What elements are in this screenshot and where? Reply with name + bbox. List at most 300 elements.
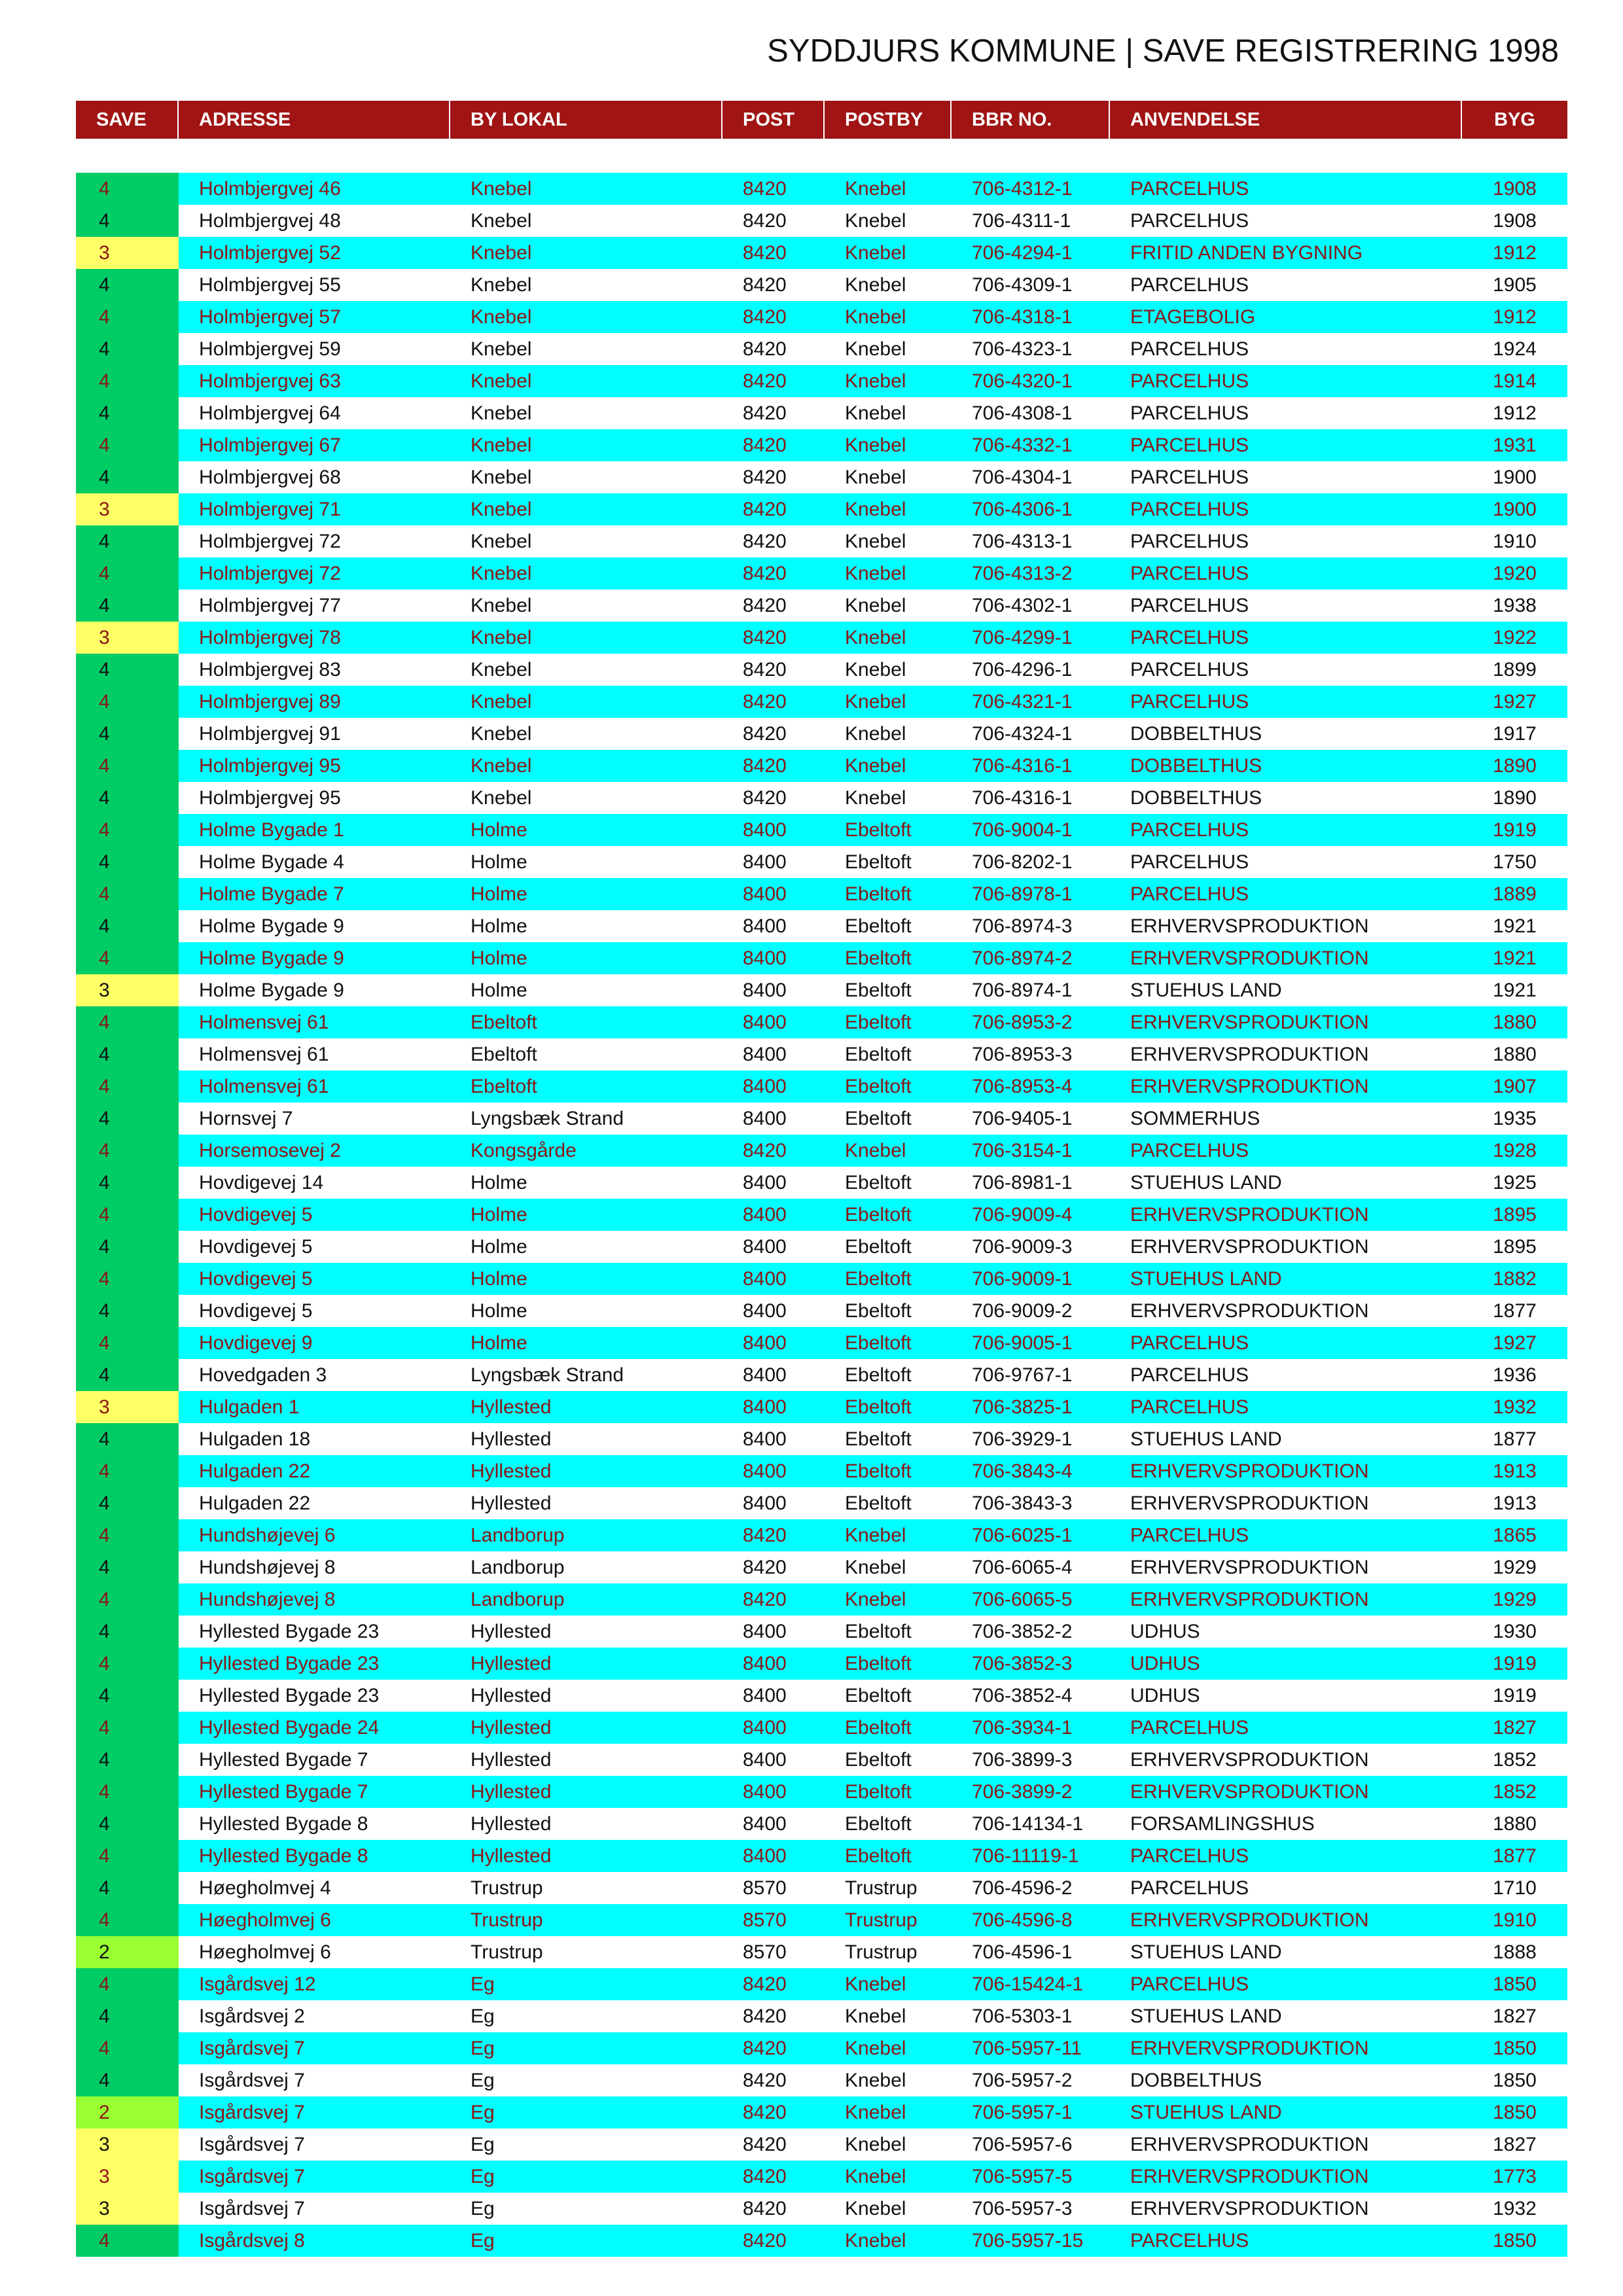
postal-town-cell: Ebeltoft — [845, 1717, 912, 1739]
postal-town-cell: Knebel — [845, 531, 906, 552]
save-cell: 3 — [76, 237, 179, 269]
postal-town-cell: Trustrup — [845, 1909, 918, 1931]
usage-cell: FRITID ANDEN BYGNING — [1130, 242, 1363, 264]
table-row — [76, 1551, 1567, 1583]
year-built-cell: 1919 — [1493, 1685, 1537, 1706]
address-cell: Holmbjergvej 91 — [199, 723, 341, 745]
local-town-cell: Holme — [471, 1332, 527, 1354]
year-built-cell: 1850 — [1493, 2038, 1537, 2059]
usage-cell: STUEHUS LAND — [1130, 1428, 1282, 1450]
local-town-cell: Holme — [471, 947, 527, 969]
address-cell: Hulgaden 22 — [199, 1460, 311, 1482]
address-cell: Holmbjergvej 72 — [199, 531, 341, 552]
postal-town-cell: Knebel — [845, 659, 906, 680]
usage-cell: DOBBELTHUS — [1130, 787, 1262, 809]
save-cell: 4 — [76, 686, 179, 718]
local-town-cell: Ebeltoft — [471, 1076, 537, 1097]
year-built-cell: 1882 — [1493, 1268, 1537, 1290]
bbr-number-cell: 706-6025-1 — [972, 1525, 1073, 1546]
save-cell: 4 — [76, 1167, 179, 1199]
bbr-number-cell: 706-4324-1 — [972, 723, 1073, 745]
address-cell: Holmbjergvej 64 — [199, 402, 341, 424]
postcode-cell: 8400 — [743, 1781, 787, 1803]
save-cell: 4 — [76, 397, 179, 429]
bbr-number-cell: 706-5957-2 — [972, 2070, 1073, 2091]
address-cell: Holmbjergvej 48 — [199, 210, 341, 232]
year-built-cell: 1877 — [1493, 1845, 1537, 1867]
bbr-number-cell: 706-4309-1 — [972, 274, 1073, 296]
address-cell: Isgårdsvej 7 — [199, 2198, 305, 2219]
local-town-cell: Holme — [471, 980, 527, 1001]
bbr-number-cell: 706-4304-1 — [972, 467, 1073, 488]
postal-town-cell: Knebel — [845, 178, 906, 200]
table-row — [76, 1423, 1567, 1455]
save-cell: 4 — [76, 2000, 179, 2032]
bbr-number-cell: 706-5303-1 — [972, 2005, 1073, 2027]
save-cell: 4 — [76, 1038, 179, 1070]
bbr-number-cell: 706-11119-1 — [972, 1845, 1079, 1867]
usage-cell: PARCELHUS — [1130, 1973, 1249, 1995]
address-cell: Holmensvej 61 — [199, 1012, 329, 1033]
local-town-cell: Lyngsbæk Strand — [471, 1364, 624, 1386]
table-row — [76, 2225, 1567, 2257]
save-cell: 4 — [76, 718, 179, 750]
column-header-address: ADRESSE — [179, 101, 450, 139]
postal-town-cell: Knebel — [845, 338, 906, 360]
local-town-cell: Knebel — [471, 723, 532, 745]
postcode-cell: 8400 — [743, 1044, 787, 1065]
postcode-cell: 8420 — [743, 2102, 787, 2123]
local-town-cell: Holme — [471, 883, 527, 905]
postal-town-cell: Knebel — [845, 755, 906, 777]
local-town-cell: Knebel — [471, 274, 532, 296]
table-row — [76, 1616, 1567, 1648]
table-row — [76, 2128, 1567, 2161]
address-cell: Hyllested Bygade 8 — [199, 1845, 368, 1867]
local-town-cell: Holme — [471, 1236, 527, 1258]
usage-cell: ERHVERVSPRODUKTION — [1130, 1781, 1369, 1803]
usage-cell: PARCELHUS — [1130, 659, 1249, 680]
bbr-number-cell: 706-8974-2 — [972, 947, 1073, 969]
year-built-cell: 1912 — [1493, 242, 1537, 264]
postal-town-cell: Ebeltoft — [845, 1653, 912, 1674]
save-cell: 3 — [76, 2161, 179, 2193]
postal-town-cell: Ebeltoft — [845, 915, 912, 937]
usage-cell: PARCELHUS — [1130, 819, 1249, 841]
postcode-cell: 8420 — [743, 659, 787, 680]
usage-cell: DOBBELTHUS — [1130, 2070, 1262, 2091]
bbr-number-cell: 706-4313-1 — [972, 531, 1073, 552]
usage-cell: ERHVERVSPRODUKTION — [1130, 1204, 1369, 1226]
local-town-cell: Eg — [471, 2198, 495, 2219]
local-town-cell: Trustrup — [471, 1941, 543, 1963]
year-built-cell: 1929 — [1493, 1557, 1537, 1578]
bbr-number-cell: 706-3899-2 — [972, 1781, 1073, 1803]
postal-town-cell: Knebel — [845, 1525, 906, 1546]
save-cell: 4 — [76, 1455, 179, 1487]
postcode-cell: 8420 — [743, 2166, 787, 2187]
year-built-cell: 1865 — [1493, 1525, 1537, 1546]
usage-cell: ERHVERVSPRODUKTION — [1130, 1236, 1369, 1258]
postcode-cell: 8400 — [743, 1621, 787, 1642]
postal-town-cell: Knebel — [845, 723, 906, 745]
usage-cell: PARCELHUS — [1130, 338, 1249, 360]
postal-town-cell: Ebeltoft — [845, 819, 912, 841]
address-cell: Isgårdsvej 12 — [199, 1973, 316, 1995]
save-cell: 4 — [76, 1359, 179, 1391]
postcode-cell: 8420 — [743, 1589, 787, 1610]
year-built-cell: 1907 — [1493, 1076, 1537, 1097]
year-built-cell: 1913 — [1493, 1492, 1537, 1514]
postal-town-cell: Knebel — [845, 2166, 906, 2187]
address-cell: Holmbjergvej 68 — [199, 467, 341, 488]
address-cell: Holme Bygade 7 — [199, 883, 344, 905]
year-built-cell: 1919 — [1493, 819, 1537, 841]
table-row — [76, 1583, 1567, 1616]
address-cell: Høegholmvej 6 — [199, 1909, 331, 1931]
table-row — [76, 2193, 1567, 2225]
save-cell: 4 — [76, 590, 179, 622]
year-built-cell: 1850 — [1493, 2070, 1537, 2091]
column-header-save: SAVE — [76, 101, 179, 139]
postal-town-cell: Ebeltoft — [845, 1428, 912, 1450]
table-row — [76, 1231, 1567, 1263]
address-cell: Hyllested Bygade 23 — [199, 1653, 380, 1674]
usage-cell: PARCELHUS — [1130, 531, 1249, 552]
postal-town-cell: Ebeltoft — [845, 1044, 912, 1065]
save-cell: 4 — [76, 1808, 179, 1840]
postal-town-cell: Knebel — [845, 274, 906, 296]
table-row — [76, 493, 1567, 525]
local-town-cell: Knebel — [471, 691, 532, 713]
save-cell: 4 — [76, 2225, 179, 2257]
postal-town-cell: Ebeltoft — [845, 851, 912, 873]
save-cell: 4 — [76, 1840, 179, 1872]
postal-town-cell: Knebel — [845, 499, 906, 520]
address-cell: Hyllested Bygade 24 — [199, 1717, 380, 1739]
bbr-number-cell: 706-4596-2 — [972, 1877, 1073, 1899]
local-town-cell: Knebel — [471, 306, 532, 328]
postal-town-cell: Trustrup — [845, 1941, 918, 1963]
save-cell: 4 — [76, 1327, 179, 1359]
address-cell: Holme Bygade 4 — [199, 851, 344, 873]
postcode-cell: 8420 — [743, 434, 787, 456]
address-cell: Hyllested Bygade 8 — [199, 1813, 368, 1835]
table-row — [76, 1487, 1567, 1519]
year-built-cell: 1895 — [1493, 1204, 1537, 1226]
postcode-cell: 8420 — [743, 467, 787, 488]
postal-town-cell: Knebel — [845, 595, 906, 616]
year-built-cell: 1710 — [1493, 1877, 1537, 1899]
postcode-cell: 8570 — [743, 1941, 787, 1963]
table-row — [76, 846, 1567, 878]
year-built-cell: 1852 — [1493, 1749, 1537, 1771]
bbr-number-cell: 706-4306-1 — [972, 499, 1073, 520]
table-row — [76, 2096, 1567, 2128]
table-row — [76, 622, 1567, 654]
table-row — [76, 173, 1567, 205]
address-cell: Hulgaden 22 — [199, 1492, 311, 1514]
address-cell: Holmbjergvej 71 — [199, 499, 341, 520]
table-row — [76, 1936, 1567, 1968]
bbr-number-cell: 706-4321-1 — [972, 691, 1073, 713]
save-cell: 4 — [76, 1487, 179, 1519]
usage-cell: STUEHUS LAND — [1130, 2005, 1282, 2027]
local-town-cell: Knebel — [471, 659, 532, 680]
postcode-cell: 8400 — [743, 1012, 787, 1033]
address-cell: Hulgaden 1 — [199, 1396, 300, 1418]
postal-town-cell: Knebel — [845, 2038, 906, 2059]
postal-town-cell: Ebeltoft — [845, 1781, 912, 1803]
year-built-cell: 1890 — [1493, 755, 1537, 777]
address-cell: Høegholmvej 6 — [199, 1941, 331, 1963]
save-cell: 4 — [76, 1135, 179, 1167]
table-row — [76, 2000, 1567, 2032]
local-town-cell: Knebel — [471, 531, 532, 552]
postcode-cell: 8420 — [743, 2230, 787, 2252]
save-cell: 4 — [76, 525, 179, 557]
postcode-cell: 8420 — [743, 1557, 787, 1578]
year-built-cell: 1922 — [1493, 627, 1537, 648]
address-cell: Holme Bygade 9 — [199, 947, 344, 969]
address-cell: Hovdigevej 5 — [199, 1268, 313, 1290]
postcode-cell: 8420 — [743, 178, 787, 200]
year-built-cell: 1921 — [1493, 980, 1537, 1001]
usage-cell: ERHVERVSPRODUKTION — [1130, 1909, 1369, 1931]
address-cell: Holmbjergvej 89 — [199, 691, 341, 713]
local-town-cell: Landborup — [471, 1557, 565, 1578]
address-cell: Holmbjergvej 95 — [199, 787, 341, 809]
postal-town-cell: Ebeltoft — [845, 980, 912, 1001]
postcode-cell: 8420 — [743, 787, 787, 809]
save-cell: 4 — [76, 173, 179, 205]
save-cell: 4 — [76, 2064, 179, 2096]
address-cell: Holmbjergvej 63 — [199, 370, 341, 392]
table-header — [76, 101, 1567, 139]
usage-cell: UDHUS — [1130, 1621, 1200, 1642]
usage-cell: PARCELHUS — [1130, 210, 1249, 232]
usage-cell: ERHVERVSPRODUKTION — [1130, 2166, 1369, 2187]
address-cell: Hundshøjevej 6 — [199, 1525, 336, 1546]
postcode-cell: 8420 — [743, 2038, 787, 2059]
usage-cell: SOMMERHUS — [1130, 1108, 1260, 1129]
bbr-number-cell: 706-4316-1 — [972, 787, 1073, 809]
address-cell: Isgårdsvej 7 — [199, 2070, 305, 2091]
postal-town-cell: Ebeltoft — [845, 1172, 912, 1193]
usage-cell: PARCELHUS — [1130, 1332, 1249, 1354]
postcode-cell: 8400 — [743, 1396, 787, 1418]
table-row — [76, 1712, 1567, 1744]
address-cell: Hornsvej 7 — [199, 1108, 293, 1129]
address-cell: Isgårdsvej 7 — [199, 2038, 305, 2059]
column-header-usage: ANVENDELSE — [1110, 101, 1462, 139]
year-built-cell: 1877 — [1493, 1428, 1537, 1450]
usage-cell: ERHVERVSPRODUKTION — [1130, 1012, 1369, 1033]
address-cell: Hyllested Bygade 7 — [199, 1749, 368, 1771]
bbr-number-cell: 706-4294-1 — [972, 242, 1073, 264]
postcode-cell: 8420 — [743, 499, 787, 520]
usage-cell: ERHVERVSPRODUKTION — [1130, 1749, 1369, 1771]
table-row — [76, 1199, 1567, 1231]
year-built-cell: 1880 — [1493, 1012, 1537, 1033]
bbr-number-cell: 706-9009-2 — [972, 1300, 1073, 1322]
table-row — [76, 1167, 1567, 1199]
table-row — [76, 1776, 1567, 1808]
year-built-cell: 1889 — [1493, 883, 1537, 905]
usage-cell: PARCELHUS — [1130, 178, 1249, 200]
postcode-cell: 8420 — [743, 1140, 787, 1161]
local-town-cell: Knebel — [471, 787, 532, 809]
postcode-cell: 8420 — [743, 723, 787, 745]
usage-cell: PARCELHUS — [1130, 274, 1249, 296]
save-cell: 4 — [76, 878, 179, 910]
postal-town-cell: Knebel — [845, 370, 906, 392]
local-town-cell: Eg — [471, 2166, 495, 2187]
usage-cell: PARCELHUS — [1130, 370, 1249, 392]
year-built-cell: 1900 — [1493, 467, 1537, 488]
usage-cell: DOBBELTHUS — [1130, 723, 1262, 745]
usage-cell: ERHVERVSPRODUKTION — [1130, 1557, 1369, 1578]
address-cell: Holmbjergvej 77 — [199, 595, 341, 616]
address-cell: Holmbjergvej 52 — [199, 242, 341, 264]
save-cell: 4 — [76, 1712, 179, 1744]
bbr-number-cell: 706-3852-3 — [972, 1653, 1073, 1674]
usage-cell: ERHVERVSPRODUKTION — [1130, 2198, 1369, 2219]
local-town-cell: Holme — [471, 1300, 527, 1322]
postcode-cell: 8420 — [743, 242, 787, 264]
address-cell: Hundshøjevej 8 — [199, 1589, 336, 1610]
usage-cell: ERHVERVSPRODUKTION — [1130, 1044, 1369, 1065]
year-built-cell: 1921 — [1493, 915, 1537, 937]
local-town-cell: Landborup — [471, 1589, 565, 1610]
table-row — [76, 1295, 1567, 1327]
table-row — [76, 1519, 1567, 1551]
postal-town-cell: Ebeltoft — [845, 1108, 912, 1129]
usage-cell: PARCELHUS — [1130, 1396, 1249, 1418]
postal-town-cell: Knebel — [845, 2005, 906, 2027]
year-built-cell: 1827 — [1493, 2005, 1537, 2027]
year-built-cell: 1938 — [1493, 595, 1537, 616]
local-town-cell: Hyllested — [471, 1717, 552, 1739]
bbr-number-cell: 706-6065-5 — [972, 1589, 1073, 1610]
year-built-cell: 1924 — [1493, 338, 1537, 360]
local-town-cell: Landborup — [471, 1525, 565, 1546]
postal-town-cell: Ebeltoft — [845, 1460, 912, 1482]
year-built-cell: 1880 — [1493, 1813, 1537, 1835]
usage-cell: FORSAMLINGSHUS — [1130, 1813, 1315, 1835]
local-town-cell: Knebel — [471, 338, 532, 360]
year-built-cell: 1920 — [1493, 563, 1537, 584]
save-cell: 3 — [76, 1391, 179, 1423]
usage-cell: STUEHUS LAND — [1130, 1941, 1282, 1963]
save-cell: 4 — [76, 654, 179, 686]
local-town-cell: Eg — [471, 2070, 495, 2091]
postal-town-cell: Ebeltoft — [845, 947, 912, 969]
table-row — [76, 942, 1567, 974]
local-town-cell: Hyllested — [471, 1685, 552, 1706]
bbr-number-cell: 706-8202-1 — [972, 851, 1073, 873]
local-town-cell: Kongsgårde — [471, 1140, 577, 1161]
address-cell: Holmensvej 61 — [199, 1076, 329, 1097]
save-cell: 3 — [76, 974, 179, 1006]
local-town-cell: Holme — [471, 851, 527, 873]
address-cell: Holmbjergvej 46 — [199, 178, 341, 200]
save-cell: 4 — [76, 1616, 179, 1648]
address-cell: Holmbjergvej 67 — [199, 434, 341, 456]
bbr-number-cell: 706-3852-4 — [972, 1685, 1073, 1706]
local-town-cell: Hyllested — [471, 1396, 552, 1418]
table-row — [76, 2161, 1567, 2193]
save-cell: 4 — [76, 942, 179, 974]
year-built-cell: 1929 — [1493, 1589, 1537, 1610]
local-town-cell: Hyllested — [471, 1781, 552, 1803]
postcode-cell: 8400 — [743, 1108, 787, 1129]
year-built-cell: 1850 — [1493, 1973, 1537, 1995]
address-cell: Hovdigevej 5 — [199, 1300, 313, 1322]
save-cell: 4 — [76, 1295, 179, 1327]
table-row — [76, 1680, 1567, 1712]
year-built-cell: 1925 — [1493, 1172, 1537, 1193]
table-row — [76, 1006, 1567, 1038]
address-cell: Holmensvej 61 — [199, 1044, 329, 1065]
local-town-cell: Knebel — [471, 178, 532, 200]
save-cell: 4 — [76, 301, 179, 333]
local-town-cell: Eg — [471, 2038, 495, 2059]
postcode-cell: 8570 — [743, 1909, 787, 1931]
year-built-cell: 1912 — [1493, 402, 1537, 424]
local-town-cell: Holme — [471, 1268, 527, 1290]
local-town-cell: Hyllested — [471, 1428, 552, 1450]
postcode-cell: 8400 — [743, 915, 787, 937]
postal-town-cell: Knebel — [845, 2198, 906, 2219]
usage-cell: PARCELHUS — [1130, 1364, 1249, 1386]
postcode-cell: 8420 — [743, 370, 787, 392]
bbr-number-cell: 706-4311-1 — [972, 210, 1071, 232]
postcode-cell: 8420 — [743, 691, 787, 713]
table-row — [76, 1840, 1567, 1872]
local-town-cell: Knebel — [471, 499, 532, 520]
table-row — [76, 365, 1567, 397]
bbr-number-cell: 706-15424-1 — [972, 1973, 1084, 1995]
table-row — [76, 878, 1567, 910]
save-cell: 2 — [76, 2096, 179, 2128]
postcode-cell: 8400 — [743, 1813, 787, 1835]
bbr-number-cell: 706-14134-1 — [972, 1813, 1084, 1835]
postcode-cell: 8400 — [743, 1653, 787, 1674]
postcode-cell: 8420 — [743, 338, 787, 360]
postcode-cell: 8400 — [743, 1492, 787, 1514]
postcode-cell: 8420 — [743, 2134, 787, 2155]
local-town-cell: Eg — [471, 1973, 495, 1995]
postcode-cell: 8400 — [743, 1332, 787, 1354]
postcode-cell: 8400 — [743, 1717, 787, 1739]
local-town-cell: Hyllested — [471, 1749, 552, 1771]
table-row — [76, 1968, 1567, 2000]
postal-town-cell: Ebeltoft — [845, 1332, 912, 1354]
year-built-cell: 1912 — [1493, 306, 1537, 328]
usage-cell: ERHVERVSPRODUKTION — [1130, 1589, 1369, 1610]
table-row — [76, 590, 1567, 622]
save-cell: 4 — [76, 1648, 179, 1680]
save-cell: 4 — [76, 1263, 179, 1295]
bbr-number-cell: 706-9004-1 — [972, 819, 1073, 841]
usage-cell: ERHVERVSPRODUKTION — [1130, 1300, 1369, 1322]
postcode-cell: 8400 — [743, 851, 787, 873]
address-cell: Holme Bygade 1 — [199, 819, 344, 841]
table-row — [76, 237, 1567, 269]
usage-cell: PARCELHUS — [1130, 563, 1249, 584]
bbr-number-cell: 706-9009-4 — [972, 1204, 1073, 1226]
